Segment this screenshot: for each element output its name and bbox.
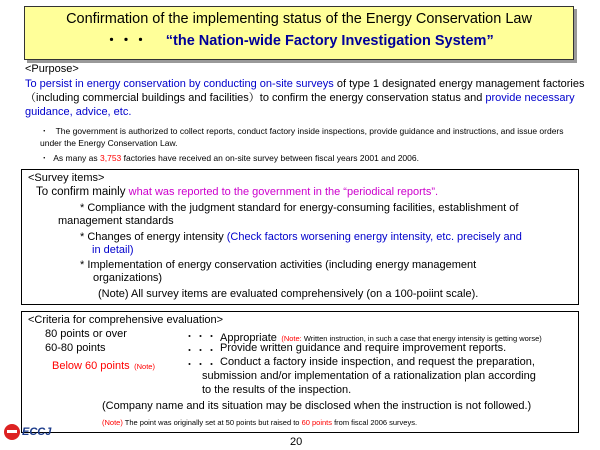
criteria-foot-note — [102, 418, 417, 427]
criteria-row2-dots: ・・・ — [184, 345, 217, 357]
purpose-bullet-1: ・ The government is authorized to collect reports, conduct factory inside inspections, provide guidance and instructions, and issue orders under the Energy Conservation Law. — [40, 126, 564, 148]
criteria-row1-dots: ・・・ — [184, 331, 217, 343]
criteria-row3-dots: ・・・ — [184, 359, 217, 371]
survey-item-2-c: in detail) — [92, 244, 134, 256]
survey-item-1-line-2: management standards — [58, 215, 174, 227]
purpose-bullet-2: ・ As many as 3,753 factories have received an on-site survey between fiscal years 2001 and 2006. — [40, 153, 419, 163]
purpose-bullet-2-num: 3,753 — [100, 153, 122, 163]
criteria-row1-score: 80 points or over — [45, 328, 127, 340]
title-line-1: Confirmation of the implementing status of the Energy Conservation Law — [66, 11, 532, 27]
survey-items-box — [21, 169, 579, 305]
purpose-paragraph — [25, 77, 585, 119]
purpose-text-3: provide necessary guidance, advice, etc. — [25, 92, 575, 118]
survey-item-3-line-2: organizations) — [93, 272, 163, 284]
survey-intro — [36, 186, 438, 198]
eccj-logo — [4, 424, 51, 440]
criteria-row3-line-1: Conduct a factory inside inspection, and request the preparation, — [220, 356, 535, 368]
criteria-box — [21, 311, 579, 433]
survey-item-2-b: (Check factors worsening energy intensity, etc. precisely and — [226, 231, 522, 243]
criteria-row3-line-3: to the results of the inspection. — [202, 384, 352, 396]
survey-intro-b: what was reported to the government in the “periodical reports”. — [128, 186, 439, 198]
title-box — [24, 6, 574, 60]
title-dots: ・・・ — [104, 33, 148, 49]
survey-header: <Survey items> — [28, 172, 105, 184]
purpose-text-2: of type 1 designated energy management factories（including commercial buildings and facilities）to confirm the energy conservation status and — [25, 78, 585, 104]
survey-item-3-line-1: * Implementation of energy conservation activities (including energy management — [80, 259, 477, 271]
survey-item-2-a: * Changes of energy intensity — [80, 231, 227, 243]
title-line-2 — [25, 29, 573, 50]
survey-intro-a: To confirm mainly — [36, 186, 129, 198]
purpose-bullet-2-a: As many as — [53, 153, 101, 163]
criteria-foot-note-b: from fiscal 2006 surveys. — [332, 418, 418, 427]
purpose-header: <Purpose> — [25, 63, 79, 75]
criteria-foot-note-a: The point was originally set at 50 points but raised to — [122, 418, 302, 427]
criteria-row3-note: (Note) — [134, 362, 155, 371]
criteria-row2-score: 60-80 points — [45, 342, 106, 354]
title-subtitle: “the Nation-wide Factory Investigation System” — [165, 33, 494, 49]
purpose-bullet-1-text: The government is authorized to collect reports, conduct factory inside inspections, provide guidance and instructions, and issue orders under the Energy Conservation Law. — [40, 126, 564, 148]
criteria-row1-note-prefix: (Note: — [281, 334, 302, 343]
criteria-foot-note-label: (Note) — [102, 418, 123, 427]
eccj-logo-icon — [4, 424, 20, 440]
criteria-disclosure: (Company name and its situation may be disclosed when the instruction is not followed.) — [102, 400, 532, 412]
purpose-text-1: To persist in energy conservation by conducting on-site surveys — [25, 78, 334, 90]
criteria-row3-score: Below 60 points — [52, 360, 130, 372]
purpose-bullet-2-b: factories have received an on-site survey between fiscal years 2001 and 2006. — [121, 153, 419, 163]
survey-item-1-line-1: * Compliance with the judgment standard for energy-consuming facilities, establishment of — [80, 202, 519, 214]
criteria-header: <Criteria for comprehensive evaluation> — [28, 314, 224, 326]
criteria-row3-score-wrap — [52, 356, 155, 374]
survey-item-2 — [80, 231, 522, 243]
criteria-row1-text: Appropriate — [220, 332, 277, 344]
criteria-foot-note-num: 60 points — [301, 418, 333, 427]
criteria-row2-text: Provide written guidance and require improvement reports. — [220, 342, 507, 354]
page-number: 20 — [290, 436, 303, 448]
criteria-row1-note-text: Written instruction, in such a case that energy intensity is getting worse) — [301, 334, 542, 343]
survey-note: (Note) All survey items are evaluated comprehensively (on a 100-poiint scale). — [98, 288, 479, 300]
criteria-row3-line-2: submission and/or implementation of a rationalization plan according — [202, 370, 536, 382]
eccj-logo-text: ECCJ — [22, 425, 52, 438]
